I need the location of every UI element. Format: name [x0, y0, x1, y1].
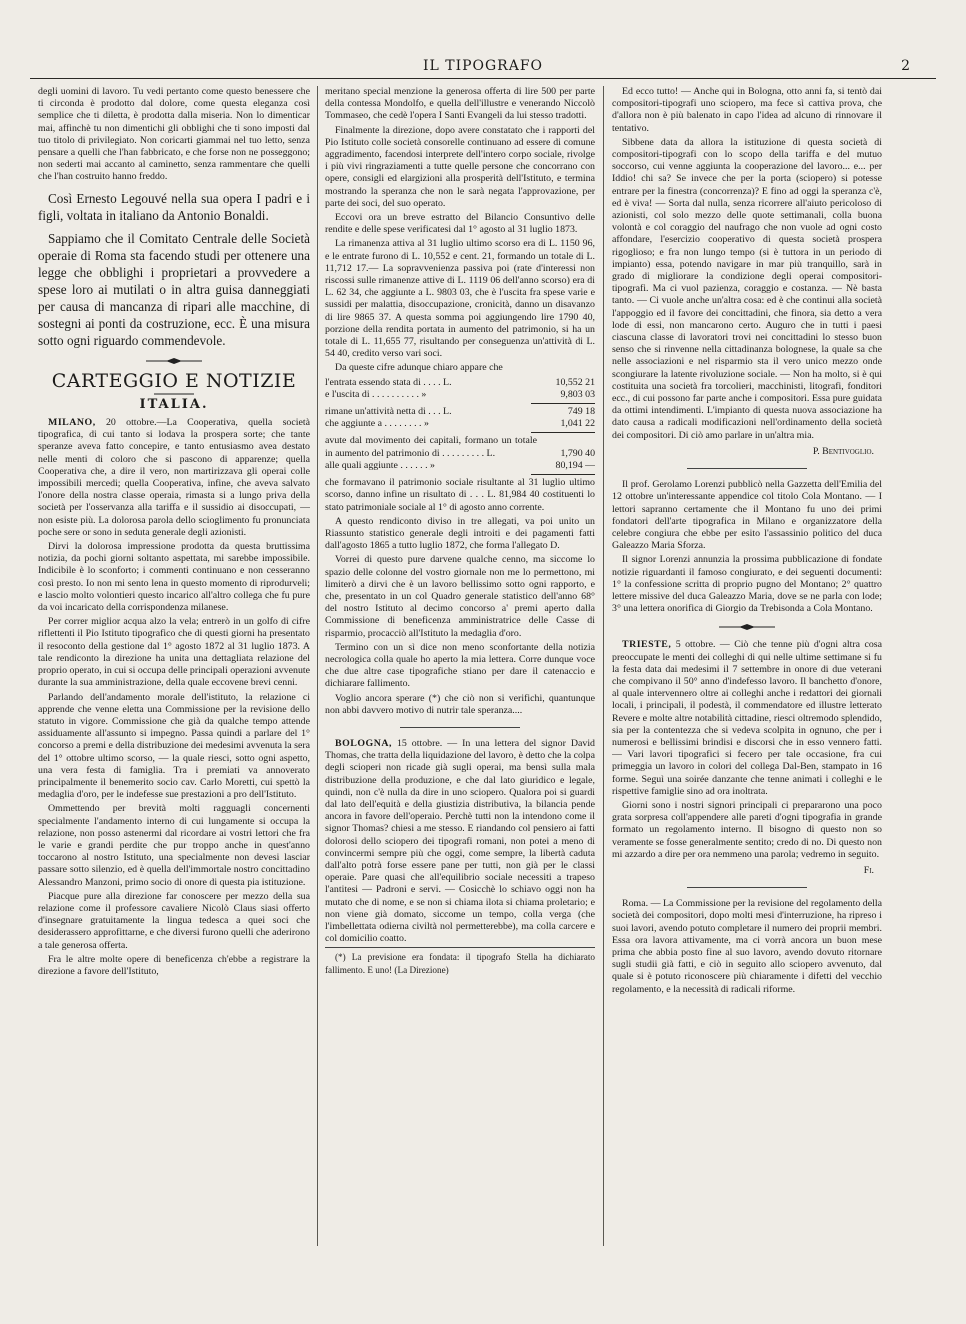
paragraph: Vorrei di questo pure darvene qualche cenno, ma siccome lo spazio delle colonne del vostro giornale non me lo permettono, mi limiterò a dirvi che è un lavoro bellissimo sotto ogni rapporto, e che, presentato in un col Quadro generale statistico dell'anno 68° del nostro Istituto al decimo concorso a' premi aperto dalla Commissione di beneficenza amministratrice delle Casse di risparmio, procacciò all'Istituto la medaglia d'oro. — [325, 554, 595, 639]
paragraph: degli uomini di lavoro. Tu vedi pertanto come questo benessere che ti circonda è prodotto dal dolore, come questa eleganza così semplice che ti diletta, è prodotta dalla miseria. Non lo dimenticar mai, affinchè tu non dimentichi gli obblighi che ti sono imposti dal tuo titolo di privilegiato. Non coricarti giammai nel tuo letto, senza pensare a quelli che l'han fabbricato, e che forse non ne posseggono; non sederti mai accanto al caminetto, senza rammentare che quelli che l'han costruito hanno freddo. — [38, 86, 310, 183]
column-2 — [325, 86, 595, 1236]
paragraph: A questo rendiconto diviso in tre allegati, va poi unito un Riassunto statistico generale degli introiti e dei pagamenti fatti dall'agosto 1865 a tutto luglio 1872, che forma l'allegato D. — [325, 515, 595, 552]
dateline-city: BOLOGNA, — [335, 737, 392, 749]
figure-row: avute dal movimento dei capitali, formano un totale in aumento del patrimonio di . . . . . . . . . L. 1,790 40 — [325, 435, 595, 459]
paragraph: Termino con un sì dice non meno sconfortante della notizia necrologica colla quale ho aperto la mia lettera. Corre dunque voce che due altre case tipografiche stiano per dare il catenaccio e dichiarare fallimento. — [325, 641, 595, 690]
ornament-rule — [154, 391, 194, 397]
paragraph: Sibbene data da allora la istituzione di questa società di compositori-tipografi con lo scopo della tariffa e del mutuo soccorso, cui venne aggiunta la cooperazione del lavoro... e... per Iddio! chi sa? Se invece che per la porta (sciopero) si potesse entrare per la finestra (concorrenza)? E fino ad oggi la speranza c'è, ed è viva! — Sorta dal nulla, senza ricorrere all'aiuto pericoloso di azionisti, col solo mezzo delle quote settimanali, colla buona volontà e col coraggio del naufrago che non vuole ad ogni costo affondare, l'esercizio cooperativo di questa società prospera rigoglioso; e fra non lungo tempo (si è tuttora in un periodo di impianto) essa, potendo navigare in mar più tranquillo, sarà in grado di migliorare la condizione degli operai compositori-tipografi. Ma ci vuol pazienza, coraggio e costanza. — Nè basta tanto. — Ci vuole anche un'altra cosa: ed è che continui alla società l'appoggio ed il favore dei concittadini, che finora, sia detto a vera lode di essi, non mancarono certo. Auguro che in tutti i paesi ciascuna classe di lavoratori trovi nei concittadini lo stesso buon senso che si rinvenne nella cittadinanza bolognese, la quale sa che nelle associazioni e nel risparmio sta il vero unico mezzo onde scongiurare la latente rivoluzione sociale. — Non ha molto, si è qui costituita una società fra torcolieri, macchinisti, litografi, fonditori ecc., di cui possono far parte anche i compositori. Essa pure guidata da ottimi intendimenti. L'impianto di questa nuova associazione ha dato causa a radicali modificazioni nell'ordinamento della società dei compositori. Di ciò amo parlare in un'altra mia. — [612, 136, 882, 441]
figure-row: che aggiunte a . . . . . . . . » 1,041 22 — [325, 418, 595, 430]
footnote: (*) La previsione era fondata: il tipografo Stella ha dichiarato fallimento. E uno! (La Direzione) — [325, 947, 595, 975]
paragraph: Ommettendo per brevità molti ragguagli concernenti specialmente l'andamento interno di cui lungamente si occupa la relazione, non posso astenermi dal ricordare ai vostri lettori che fra le varie e grandi perdite che pur troppo anche in quest'anno toccarono al nostro Istituto, una specialmente non devesi lasciar passare sotto silenzio, ed è quella dell'immortale nostro concittadino Alessandro Manzoni, primo socio di onore di questa pia istituzione. — [38, 803, 310, 888]
column-3 — [612, 86, 882, 1236]
paragraph-trieste: TRIESTE, 5 ottobre. — Ciò che tenne più d'ogni altra cosa preoccupate le menti dei colleghi di qui nelle ultime settimane si fu la festa data dai medesimi il 7 settembre in onore di due veterani che compivano il 50° anno d'indefesso lavoro. Il banchetto d'onore, al quale intervennero oltre ai colleghi anche i redattori dei giornali locali, i principali, il podestà, il commendatore ed illustre letterato Revere e molte altre notabilità cittadine, riesci oltremodo splendido, sia per la contentezza che si vedeva scolpita in ognuno, che per i numerosi e bellissimi brindisi e discorsi che in esso vennero fatti. — Vari lavori tipografici si fecero per tale occasione, fra cui primeggia un lavoro in colori del collega Dal-Ben, stampato in 16 forme. Seguì una soirée danzante che tenne animati i colleghi e le rispettive famiglie sino ad ora inoltrata. — [612, 639, 882, 797]
subsection-title: ITALIA. — [139, 396, 209, 412]
paragraph: Dirvi la dolorosa impressione prodotta da questa bruttissima notizia, da pochi giorni soltanto aspettata, mi sarebbe impossibile. Indicibile è lo sconforto; i commenti continuano e non cesseranno così presto. Io non mi sento lena in questo momento di riprodurveli; e lascio molto volontieri questo incarico all'altro collega che fu pure da voi incaricato della corrispondenza milanese. — [38, 541, 310, 614]
sum-rule — [531, 474, 595, 475]
paragraph: Ed ecco tutto! — Anche qui in Bologna, otto anni fa, si tentò dai compositori-tipografi uno sciopero, ma fece sì cattiva prova, che d'allora non è più balenato in capo l'idea ad alcuno di rinnovare il tentativo. — [612, 86, 882, 134]
paragraph: Parlando dell'andamento morale dell'istituto, la relazione ci apprende che venne eletta una Commissione per la revisione dello statuto in vigore. Commissione che già da qualche tempo attende assiduamente all'assunto si impegno. Passa quindi a parlare del 1° concorso a premi e della distribuzione dei medesimi avvenuta la sera del 1° ottobre ultimo scorso, — la quale riesci, sotto ogni aspetto, una vera festa di famiglia. Tra i premiati va annoverato principalmente il benemerito socio cav. Carlo Moretti, cui spettò la medaglia d'oro, per le indefesse sue prestazioni a pro dell'Istituto. — [38, 691, 310, 801]
page-header — [30, 56, 936, 79]
figure-row: rimane un'attività netta di . . . L. 749 18 — [325, 406, 595, 418]
running-title: IL TIPOGRAFO — [422, 58, 544, 74]
paragraph: Roma. — La Commissione per la revisione del regolamento della società dei compositori, dopo molti mesi d'interruzione, ha ripreso i suoi lavori, avendo potuto completare il numero dei proprii membri. Essa ora lavora attivamente, ma ci vorrà ancora un buon mese prima che abbia posto fine al suo lavoro, avendo dovuto ritornare sugli studii già fatti, e ciò in seguito allo sciopero avvenuto, dal quale si è potuto riconoscere più chiaramente i difetti del vecchio regolamento, e la necessità di radicali riforme. — [612, 898, 882, 995]
paragraph: Fra le altre molte opere di beneficenza ch'ebbe a registrare la direzione a favore dell'Istituto, — [38, 953, 310, 977]
paragraph: che formavano il patrimonio sociale risultante al 31 luglio ultimo scorso, danno infine un risultato di . . . L. 81,984 40 costituenti lo stato patrimoniale sociale al 1° di agosto anno corrente. — [325, 477, 595, 513]
sum-rule — [531, 403, 595, 404]
paragraph: Piacque pure alla direzione far conoscere per mezzo della sua relazione come il professore cavaliere Nicolò Claus siasi offerto d'insegnare gratuitamente la lingua tedesca a quei soci che desiderassero approfittarne, e che diversi furono quelli che aderirono a tale generosa offerta. — [38, 890, 310, 951]
paragraph: meritano special menzione la generosa offerta di lire 500 per parte della contessa Mondolfo, e quella dell'illustre e venerando Niccolò Tommaseo, che cedè l'opera I Santi Evangeli da lui stesso tradotti. — [325, 86, 595, 122]
ornament-divider — [717, 623, 777, 631]
page-number: 2 — [901, 58, 910, 74]
figure-row: alle quali aggiunte . . . . . . » 80,194 — — [325, 459, 595, 471]
paragraph-legouve: Così Ernesto Legouvé nella sua opera I padri e i figli, voltata in italiano da Antonio Bonaldi. — [38, 190, 310, 223]
paragraph-bologna: BOLOGNA, 15 ottobre. — In una lettera del signor David Thomas, che tratta della liquidazione del lavoro, è detto che la colpa degli scioperi non ricade già sugli operai, ma bensì sulla mala distribuzione della produzione, e che dal lato giuridico e legale, quindi, non c'è nulla da dire in uno sciopero. Qualora poi si guardi dal lato dell'equità e della giustizia distributiva, la bilancia pende ancora in favore dell'operaio. Perchè tutti non la intendono come il signor Thomas? chiesi a me stesso. E riandando col pensiero ai fatti dolorosi dello sciopero dei tipografi romani, non potei a meno di convincermi sempre più che oggi, come sempre, la libertà caduta dall'alto potrà forse essere pane per tutti, non già per le classi operaie. Pare quasi che all'equilibrio sociale necessiti a trapeso l'antitesi — Padroni e servi. — Cosicchè lo schiavo oggi non ha mutato che di nome, e se non si chiama ilota si chiama proletario; e non viene già domato, siccome un tempo, colla verga (che l'imbellettata odierna civiltà nol permetterebbe), ma colla carcere e col domicilio coatto. — [325, 737, 595, 945]
paragraph: Da queste cifre adunque chiaro appare che — [335, 362, 503, 374]
dateline-city: TRIESTE, — [622, 639, 672, 651]
paragraph-milano: MILANO, 20 ottobre.—La Cooperativa, quella società tipografica, di cui tanto si lodava la prospera sorte; che tante speranze aveva fatto concepire, e tanto entusiasmo avea destato nelle menti di coloro che si pascono di apparenze; quella Cooperativa che, a dire il vero, non martirizzava gli operai colle impossibili mercedi; quella Cooperativa, infine, che aveva salvato l'onore della nostra classe operaia, rimasta si a lungo priva della società per l'osservanza alla tariffa e il sussidio ai disoccupati, — non esiste più. La dolorosa parola dello scioglimento fu pronunciata poche sere or sono in seduta generale degli azionisti. — [38, 417, 310, 538]
paragraph: La rimanenza attiva al 31 luglio ultimo scorso era di L. 1150 96, e le entrate furono di L. 10,552 e cent. 21, formando un totale di L. 11,712 17.— La sopravvenienza passiva poi (rate d'interessi non riscossi sulle rimanenze attive di L. 1119 06 dell'anno scorso) era di L. 62 34, che aggiunte a L. 9803 03, che è l'uscita fra spese varie e sussidi per malattia, disoccupazione, cronicità, danno un disavanzo di lire 9865 37. A questa somma poi aggiungendo lire 1790 40, porzione della rendita portata in aumento del patrimonio, si ha un totale di L. 11,655 77, risultando per conseguenza un'attività di L. 54 40, credito verso vari soci. — [325, 238, 595, 360]
paragraph: Eccovi ora un breve estratto del Bilancio Consuntivo delle rendite e delle spese verificatesi dal 1° agosto al 31 luglio 1873. — [325, 212, 595, 236]
separator-rule — [400, 727, 520, 728]
paragraph: Voglio ancora sperare (*) che ciò non si verifichi, quantunque non abbi davvero motivo di nutrir tale speranza.... — [325, 692, 595, 716]
paragraph: Per correr miglior acqua alzo la vela; entrerò in un golfo di cifre riflettenti il Pio Istituto tipografico che di questi giorni ha presentato il resoconto della gestione dal 1° agosto 1872 al 31 luglio 1873. A tale rendiconto la direzione ha unita una dettagliata relazione del proprio operato, in cui si occupa delle principali operazioni avvenute durante la sua amministrazione, della quale eccovene brevi cenni. — [38, 616, 310, 689]
signature: P. Bentivoglio. — [812, 445, 874, 457]
paragraph: Finalmente la direzione, dopo avere constatato che i rapporti del Pio Istituto colle società consorelle continuano ad essere di comune aggradimento, facendosi interprete dell'intero corpo sociale, rivolge i più vivi ringraziamenti a tutte quelle persone che concorrano con opere, consigli ed elargizioni alla prosperità dell'Istituto, e termina mostrando la speranza che non le sarà negata l'approvazione, per parte dei soci, del suo operato. — [325, 124, 595, 209]
dateline-city: MILANO, — [48, 417, 96, 429]
paragraph-comitato: Sappiamo che il Comitato Centrale delle Società operaie di Roma sta facendo studi per ottenere una legge che obblighi i proprietari a provvedere a spese loro ai mutilati o in altra guisa danneggiati per causa di mancanza di ripari alle macchine, di sostegni ai ponti da costruzione, ecc. È una misura sotto ogni riguardo commendevole. — [38, 230, 310, 348]
column-divider — [603, 86, 604, 1246]
separator-rule — [687, 887, 807, 888]
column-divider — [317, 86, 318, 1246]
ornament-divider — [144, 357, 204, 365]
figure-row: e l'uscita di . . . . . . . . . . » 9,803 03 — [325, 388, 595, 400]
section-title: CARTEGGIO E NOTIZIE — [51, 369, 297, 392]
paragraph: Il prof. Gerolamo Lorenzi pubblicò nella Gazzetta dell'Emilia del 12 ottobre un'interessante appendice col titolo Cola Montano. — I lettori sapranno certamente che il Montano fu uno dei primi fondatori dell'arte tipografica in Milano e organizzatore della celebre congiura che ebbe per esito l'assassinio politico del duca Galeazzo Maria Sforza. — [612, 479, 882, 552]
figure-row: l'entrata essendo stata di . . . . L. 10,552 21 — [325, 376, 595, 388]
column-1 — [38, 86, 310, 1236]
paragraph: Il signor Lorenzi annunzia la prossima pubblicazione di fondate notizie riguardanti il famoso congiurato, e dei seguenti documenti: 1° la confessione scritta di proprio pugno del Montano; 2° quattro lettere missive del duca Galeazzo Maria, dove se ne parla con lode; 3° una lettera onorifica di Giorgio da Trebisonda a Cola Montano. — [612, 554, 882, 615]
sum-rule — [531, 432, 595, 433]
paragraph: Giorni sono i nostri signori principali ci prepararono una poco grata sorpresa coll'appendere alle pareti d'ogni tipografia in grande formato un regolamento interno. Il bisogno di questo non so veramente se fosse generalmente sentito; credo di no. Di questo non mi azzardo a dire per ora nemmeno una parola; vedremo in seguito. — [612, 799, 882, 860]
signature: Fi. — [863, 864, 874, 876]
separator-rule — [687, 468, 807, 469]
